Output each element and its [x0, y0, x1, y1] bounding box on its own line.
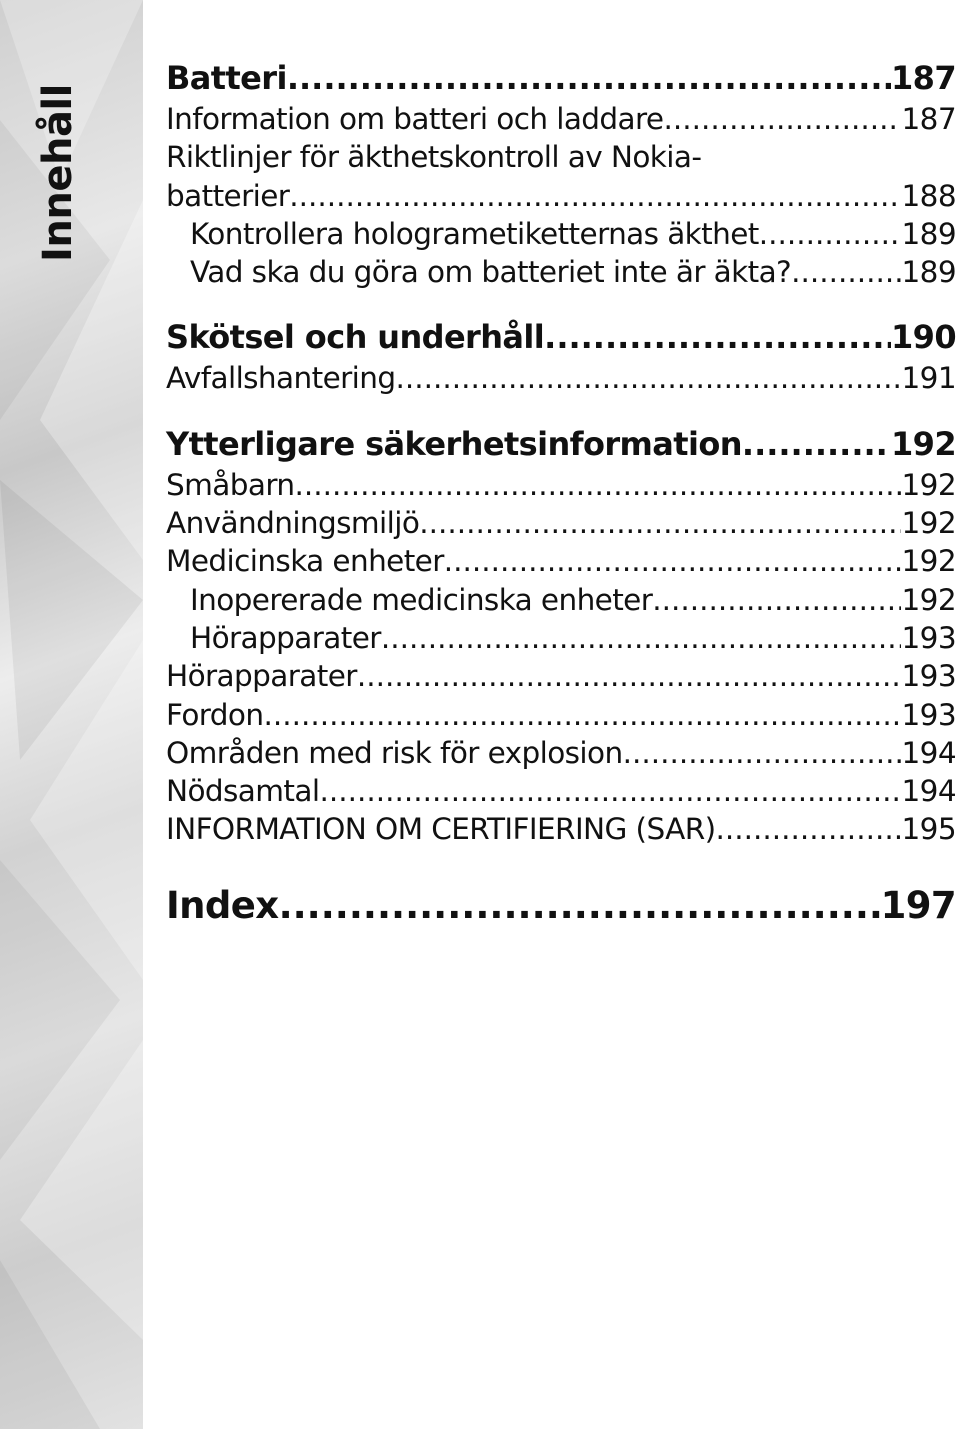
toc-entry-title: Vad ska du göra om batteriet inte är äkta?: [190, 255, 792, 290]
toc-entry-title: Områden med risk för explosion: [166, 735, 623, 770]
toc-entry-title: Småbarn: [166, 467, 295, 502]
toc-heading-title: Ytterligare säkerhetsinformation: [166, 424, 742, 463]
toc-leader-dots: [357, 657, 902, 695]
toc-entry-title-line2: batterier: [166, 178, 290, 213]
toc-entry[interactable]: [166, 466, 956, 504]
toc-leader-dots: [395, 359, 901, 397]
toc-heading-care[interactable]: [166, 315, 956, 359]
toc-page-number: 195: [901, 812, 956, 847]
toc-page-number: 190: [891, 318, 956, 357]
toc-page-number: 187: [891, 59, 956, 97]
toc-page-number: 194: [901, 735, 956, 770]
toc-entry-title: Avfallshantering: [166, 361, 396, 396]
toc-leader-dots: [444, 542, 902, 580]
toc-subentry[interactable]: [166, 581, 956, 619]
toc-entry-title-line1[interactable]: Riktlinjer för äkthetskontroll av Nokia-: [166, 140, 702, 175]
toc-leader-dots: [652, 581, 901, 619]
toc-entry[interactable]: [166, 772, 956, 810]
toc-entry-title: Nödsamtal: [166, 774, 320, 809]
toc-page-number: 192: [901, 467, 956, 502]
toc-entry[interactable]: [166, 810, 956, 848]
toc-leader-dots: [623, 734, 902, 772]
toc-page-number: 194: [901, 774, 956, 809]
toc-heading-title: Skötsel och underhåll: [166, 318, 545, 357]
toc-leader-dots: [791, 253, 901, 291]
toc-subentry[interactable]: [166, 619, 956, 657]
toc-entry[interactable]: [166, 177, 956, 215]
toc-entry[interactable]: [166, 657, 956, 695]
toc-entry-title: Hörapparater: [166, 659, 357, 694]
toc-page-number: 192: [891, 424, 956, 463]
toc-heading-battery[interactable]: [166, 56, 956, 100]
toc-page-number: 189: [901, 216, 956, 251]
toc-entry-title: Inopererade medicinska enheter: [190, 582, 653, 617]
sidebar: [0, 0, 143, 1429]
toc-page-number: 197: [880, 883, 956, 927]
toc-leader-dots: [759, 215, 902, 253]
toc-page-number: 193: [901, 697, 956, 732]
toc-page-number: 188: [901, 178, 956, 213]
toc-page-number: 191: [901, 361, 956, 396]
toc-entry[interactable]: [166, 359, 956, 397]
toc-entry[interactable]: [166, 504, 956, 542]
toc-page-number: 193: [901, 620, 956, 655]
toc-leader-dots: [287, 56, 891, 100]
toc-entry[interactable]: [166, 696, 956, 734]
toc-leader-dots: [742, 422, 891, 466]
toc-page-number: 189: [901, 255, 956, 290]
toc-leader-dots: [419, 504, 901, 542]
toc-page-number: 192: [901, 544, 956, 579]
toc-heading-title: Index: [166, 883, 279, 927]
toc-leader-dots: [319, 772, 901, 810]
toc-entry[interactable]: [166, 542, 956, 580]
toc-leader-dots: [294, 466, 901, 504]
toc-leader-dots: [544, 315, 891, 359]
toc-heading-title: Batteri: [166, 59, 287, 97]
toc-page-number: 193: [901, 659, 956, 694]
toc-entry-title: Fordon: [166, 697, 264, 732]
toc-leader-dots: [263, 696, 901, 734]
toc-page-number: 192: [901, 582, 956, 617]
toc-entry-title: Medicinska enheter: [166, 544, 444, 579]
toc-entry-title: INFORMATION OM CERTIFIERING (SAR): [166, 812, 716, 847]
toc-entry-title: Användningsmiljö: [166, 506, 420, 541]
toc-subentry[interactable]: [166, 215, 956, 253]
toc-entry-title: Information om batteri och laddare: [166, 102, 664, 136]
toc-entry[interactable]: [166, 734, 956, 772]
toc-leader-dots: [716, 810, 902, 848]
toc-entry[interactable]: [166, 100, 956, 138]
toc-leader-dots: [279, 881, 881, 931]
toc-page-number: 187: [901, 102, 956, 136]
toc-page-number: 192: [901, 506, 956, 541]
toc-leader-dots: [381, 619, 902, 657]
toc-entry-title: Hörapparater: [190, 620, 381, 655]
toc-leader-dots: [663, 100, 901, 138]
toc-heading-index[interactable]: [166, 881, 956, 931]
toc-heading-safety[interactable]: [166, 422, 956, 466]
sidebar-title: Innehåll: [35, 84, 81, 262]
toc-leader-dots: [289, 177, 901, 215]
table-of-contents: [166, 56, 956, 931]
toc-subentry[interactable]: [166, 253, 956, 291]
toc-entry-title: Kontrollera hologrametiketternas äkthet: [190, 216, 759, 251]
